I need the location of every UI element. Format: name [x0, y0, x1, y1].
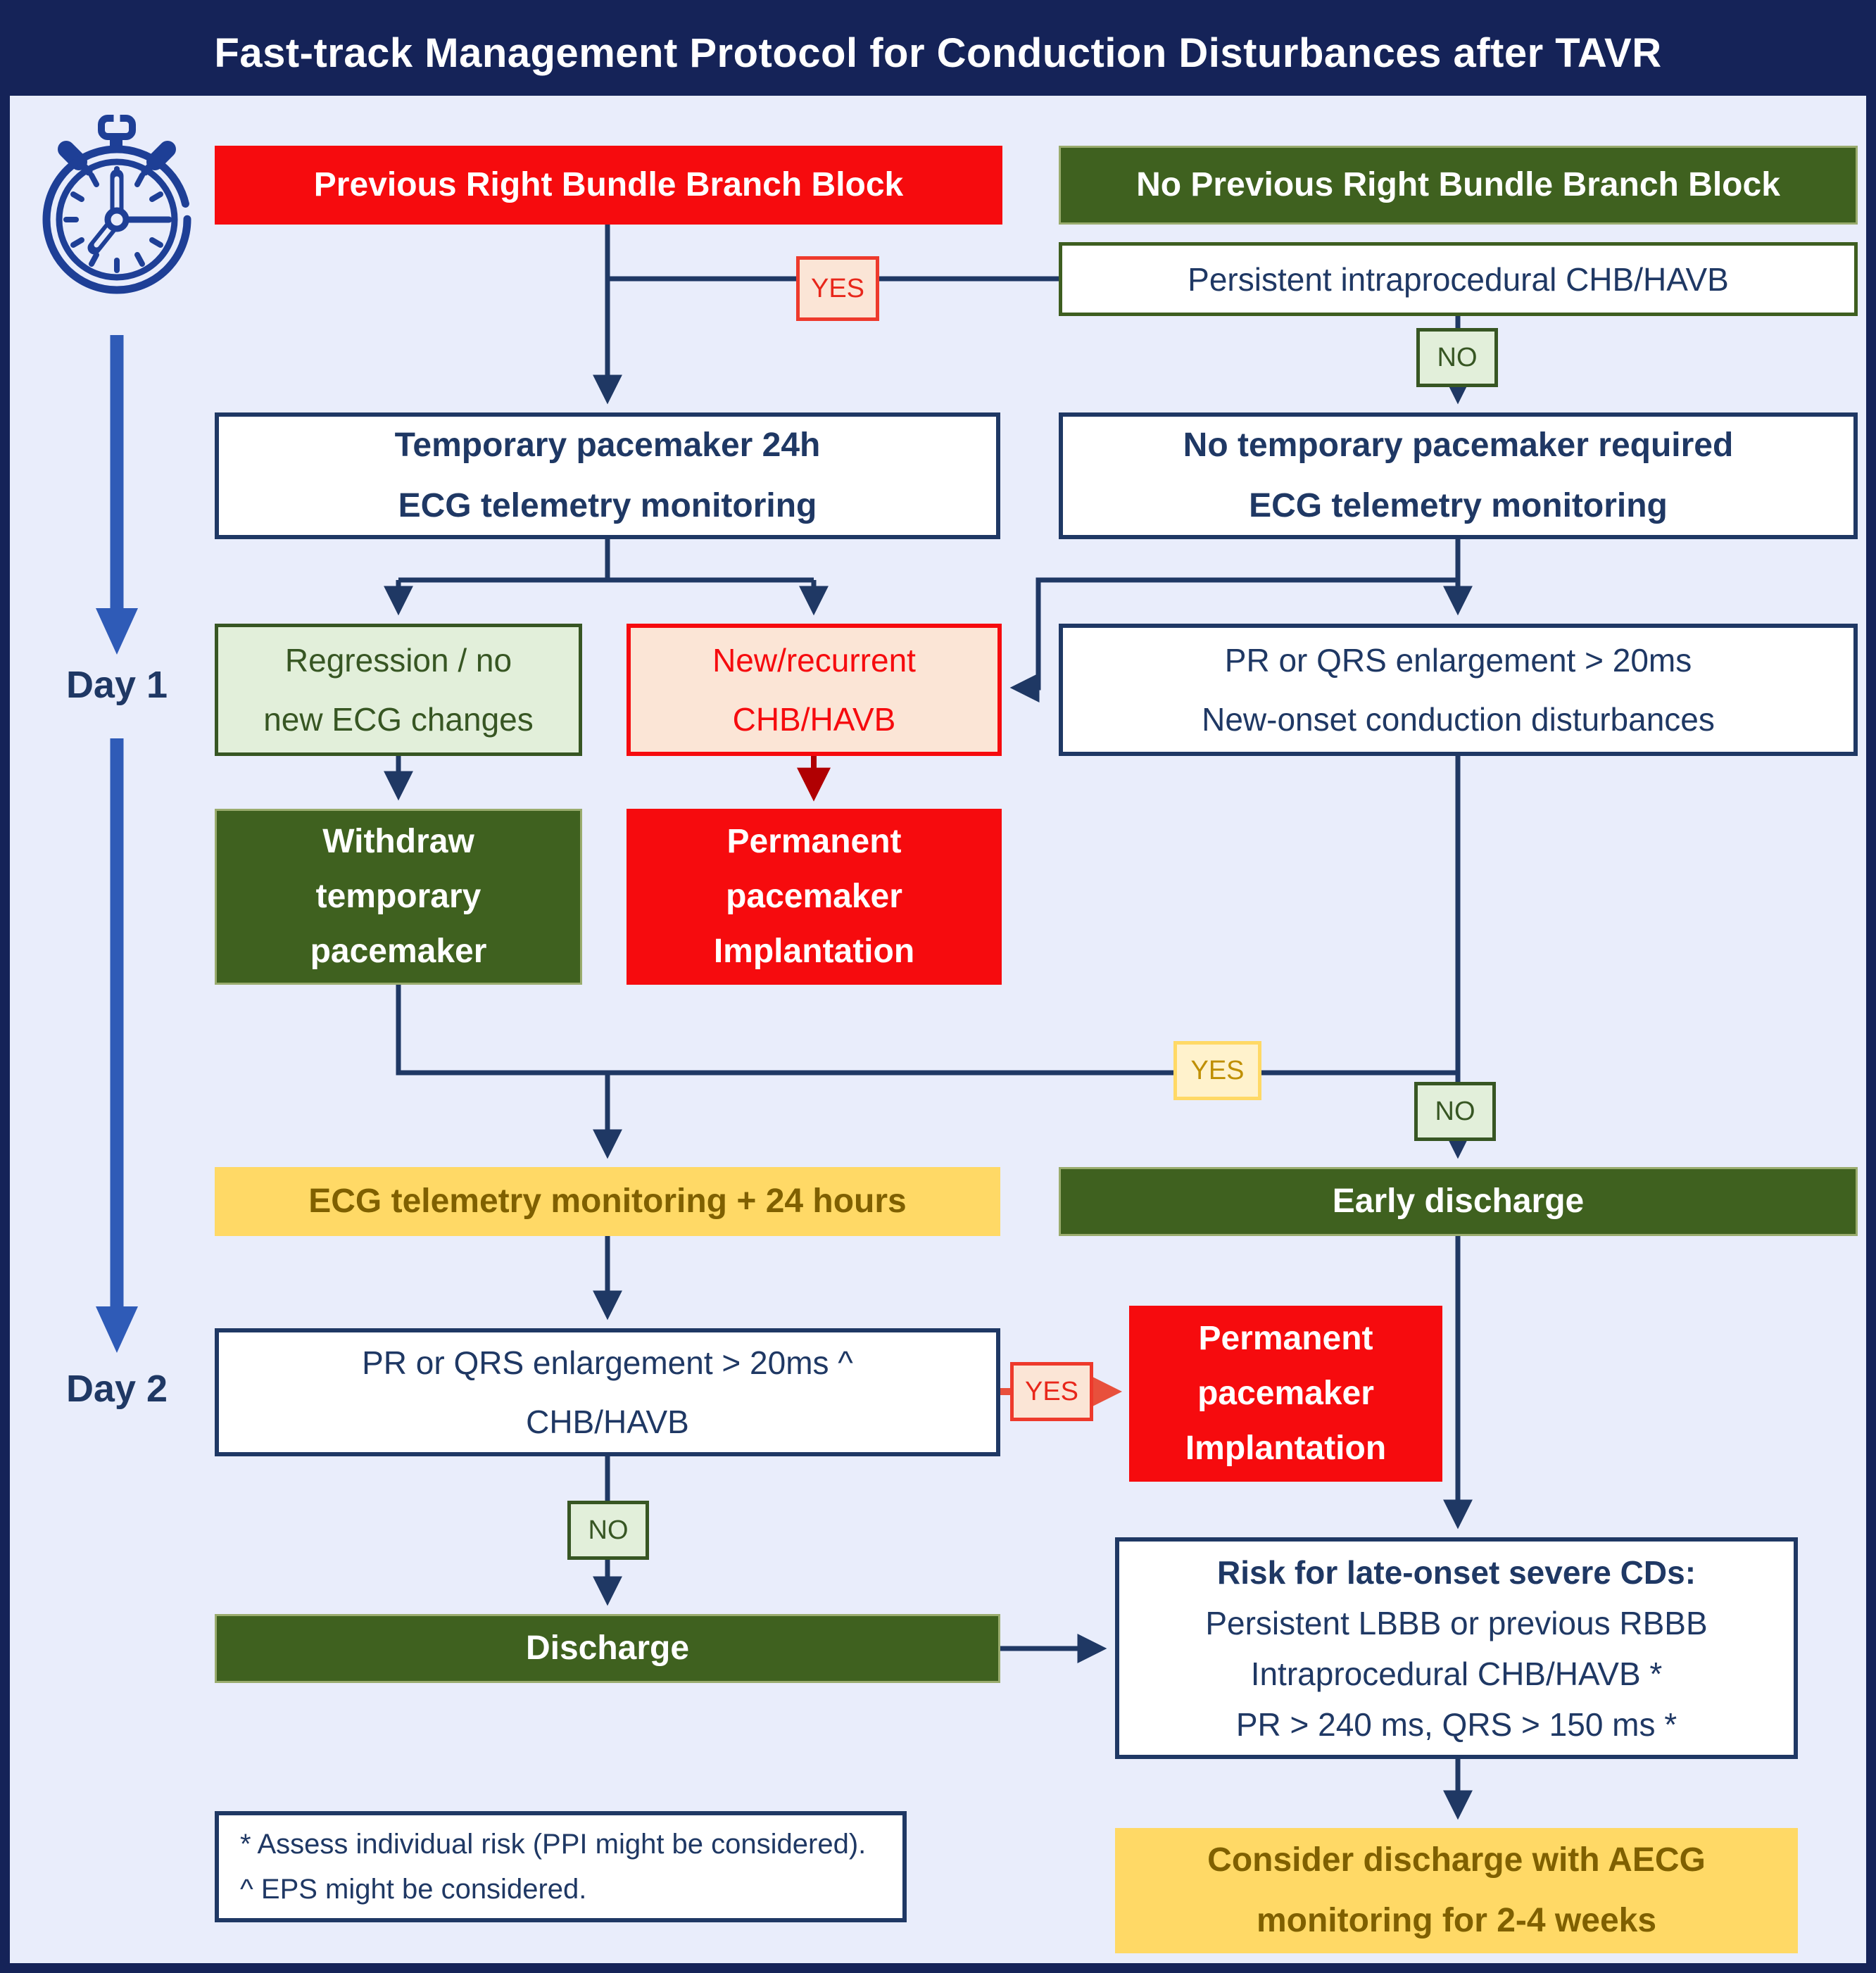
node-text: ECG telemetry monitoring — [398, 487, 817, 524]
node-text: Consider discharge with AECG — [1207, 1841, 1706, 1879]
no-tag-top: NO — [1416, 328, 1498, 387]
node-text: Permanent — [1198, 1320, 1373, 1357]
node-regression — [215, 624, 582, 756]
node-ppi-day1 — [627, 809, 1002, 985]
node-no-temporary-pacemaker — [1059, 412, 1858, 539]
node-text: Persistent LBBB or previous RBBB — [1205, 1604, 1708, 1641]
node-text: PR > 240 ms, QRS > 150 ms * — [1235, 1706, 1677, 1743]
node-text: Persistent intraprocedural CHB/HAVB — [1188, 260, 1729, 298]
node-text: Permanent — [726, 823, 902, 860]
page-title: Fast-track Management Protocol for Conduction Disturbances after TAVR — [214, 30, 1662, 76]
node-persistent-chb — [1059, 242, 1858, 316]
no-tag-day2: NO — [567, 1501, 649, 1560]
stopwatch-icon — [31, 108, 214, 313]
node-risk-late-onset — [1115, 1537, 1798, 1759]
node-text: new ECG changes — [263, 701, 534, 738]
node-text: Discharge — [525, 1630, 690, 1667]
node-withdraw-pacemaker — [215, 809, 582, 985]
node-text: Implantation — [713, 933, 915, 970]
yes-tag-day2: YES — [1010, 1362, 1093, 1421]
yes-tag-mid: YES — [1173, 1041, 1261, 1100]
node-text: New-onset conduction disturbances — [1202, 701, 1715, 738]
node-discharge — [215, 1614, 1000, 1683]
node-pr-qrs-day1 — [1059, 624, 1858, 756]
node-text: New/recurrent — [712, 642, 916, 679]
node-text: Implantation — [1185, 1430, 1387, 1467]
node-text: pacemaker — [1197, 1375, 1374, 1412]
node-new-recurrent-chb — [627, 624, 1002, 756]
node-text: Intraprocedural CHB/HAVB * — [1250, 1655, 1663, 1692]
node-pr-qrs-day2 — [215, 1328, 1000, 1456]
node-text: Risk for late-onset severe CDs: — [1216, 1553, 1696, 1591]
node-text: No temporary pacemaker required — [1183, 427, 1734, 464]
node-ppi-day2 — [1129, 1306, 1442, 1482]
node-text: PR or QRS enlargement > 20ms — [1224, 642, 1692, 679]
node-ecg-telemetry-24h — [215, 1167, 1000, 1236]
day1-label: Day 1 — [65, 664, 168, 706]
footnote-line: ^ EPS might be considered. — [240, 1874, 587, 1905]
node-text: monitoring for 2-4 weeks — [1256, 1902, 1657, 1939]
node-text: ECG telemetry monitoring — [1249, 487, 1668, 524]
node-text: Regression / no — [284, 642, 512, 679]
node-text: ECG telemetry monitoring + 24 hours — [308, 1183, 907, 1220]
yes-tag-top: YES — [796, 256, 879, 321]
node-text: CHB/HAVB — [526, 1404, 689, 1440]
day2-label: Day 2 — [65, 1368, 168, 1410]
node-no-previous-rbbb — [1059, 146, 1858, 225]
no-tag-mid: NO — [1414, 1082, 1496, 1141]
footnote-box — [215, 1811, 907, 1922]
node-previous-rbbb — [215, 146, 1002, 225]
node-text: Withdraw — [322, 823, 474, 860]
node-temporary-pacemaker — [215, 412, 1000, 539]
node-text: Early discharge — [1332, 1183, 1585, 1220]
node-text: pacemaker — [726, 878, 902, 915]
node-aecg-monitoring — [1115, 1828, 1798, 1953]
node-text: Temporary pacemaker 24h — [394, 427, 821, 464]
node-text: Previous Right Bundle Branch Block — [313, 166, 904, 203]
node-text: No Previous Right Bundle Branch Block — [1136, 166, 1780, 203]
node-text: PR or QRS enlargement > 20ms ^ — [362, 1344, 853, 1381]
node-early-discharge — [1059, 1167, 1858, 1236]
node-text: temporary — [315, 878, 481, 915]
footnote-line: * Assess individual risk (PPI might be considered). — [240, 1829, 867, 1860]
node-text: CHB/HAVB — [732, 701, 896, 738]
node-text: pacemaker — [310, 933, 487, 970]
